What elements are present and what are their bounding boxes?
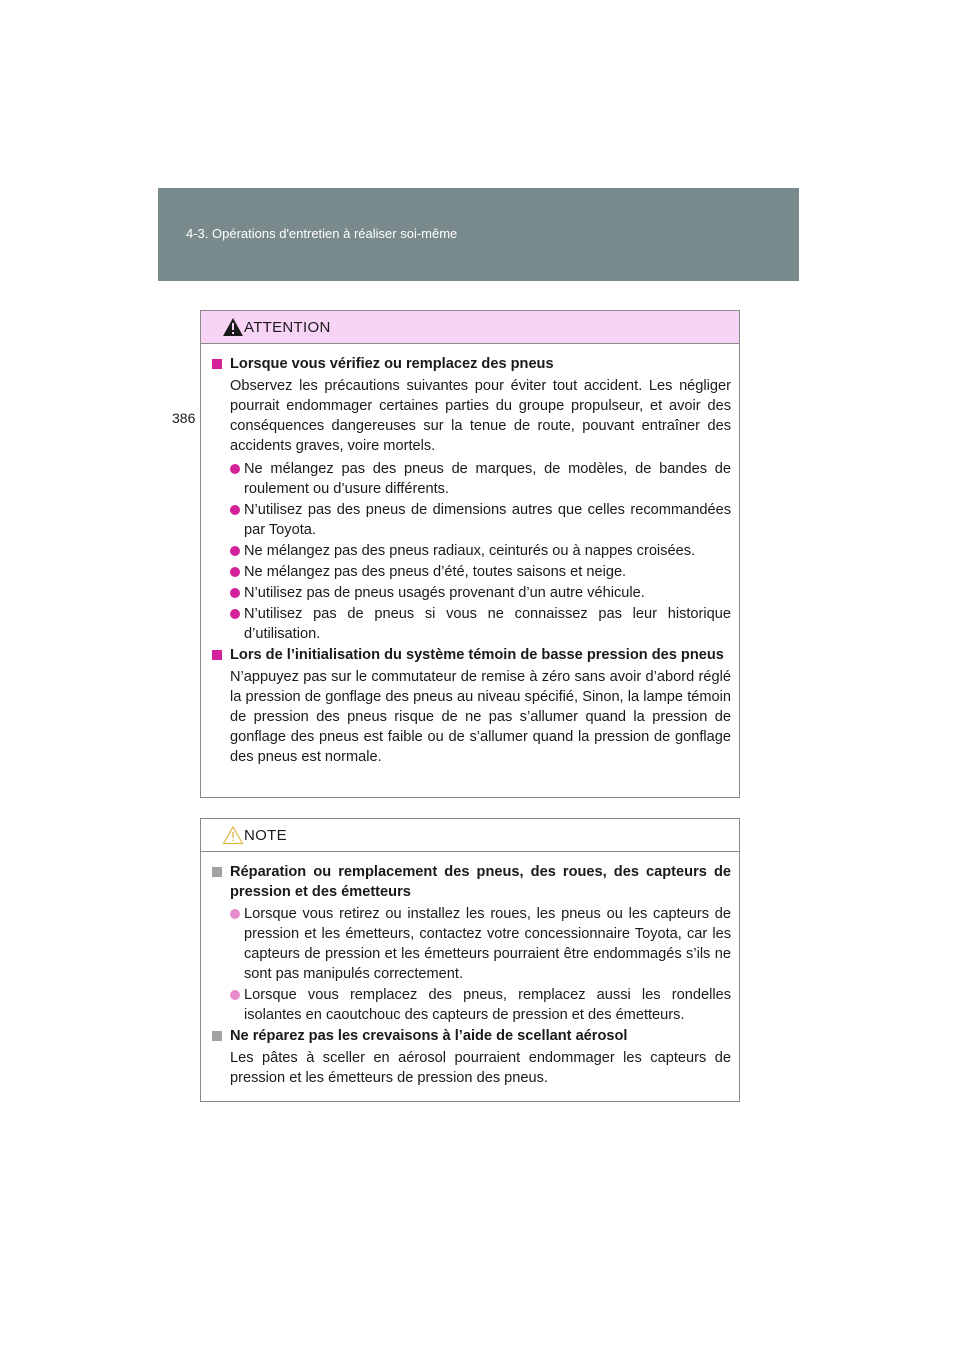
attention-paragraph: Observez les précautions suivantes pour éviter tout accident. Les négliger pourrait endommager certaines parties du groupe propulseur, et avoir des conséquences dangereuses sur la tenue de route, pouvant entraîner des accidents graves, voire mortels. [230,378,731,454]
list-item: N’utilisez pas de pneus si vous ne connaissez pas leur historique d’utilisation. [212,604,731,644]
square-bullet-icon [212,650,222,660]
note-title: NOTE [244,827,287,844]
note-header [201,819,739,852]
attention-paragraph: N’appuyez pas sur le commutateur de remise à zéro sans avoir d’abord réglé la pression de gonflage des pneus au niveau spécifié, Sinon, la lampe témoin de pression des pneus risque de ne pas s’allumer quand la pression de gonflage des pneus est faible ou de s’allumer quand la pression de gonflage des pneus est normale. [230,669,731,765]
attention-title: ATTENTION [244,319,331,336]
section-title: 4-3. Opérations d'entretien à réaliser soi-même [186,226,458,241]
attention-section-heading: Lorsque vous vérifiez ou remplacez des pneus [212,354,731,374]
list-item: Ne mélangez pas des pneus d’été, toutes saisons et neige. [212,562,731,582]
note-section-heading: Ne réparez pas les crevaisons à l’aide de scellant aérosol [212,1026,731,1046]
circle-bullet-icon [230,909,240,919]
square-bullet-icon [212,1031,222,1041]
list-item: Ne mélangez pas des pneus radiaux, ceinturés ou à nappes croisées. [212,541,731,561]
circle-bullet-icon [230,609,240,619]
circle-bullet-icon [230,567,240,577]
note-paragraph: Les pâtes à sceller en aérosol pourraient endommager les capteurs de pression et les émetteurs de pression des pneus. [230,1050,731,1086]
list-item: Lorsque vous remplacez des pneus, remplacez aussi les rondelles isolantes en caoutchouc des capteurs de pression et des émetteurs. [212,985,731,1025]
circle-bullet-icon [230,588,240,598]
square-bullet-icon [212,359,222,369]
caution-outline-icon [222,825,244,845]
attention-section-heading: Lors de l’initialisation du système témoin de basse pression des pneus [212,645,731,665]
list-item: N’utilisez pas des pneus de dimensions autres que celles recommandées par Toyota. [212,500,731,540]
circle-bullet-icon [230,546,240,556]
attention-header [201,311,739,344]
circle-bullet-icon [230,990,240,1000]
note-section-heading: Réparation ou remplacement des pneus, des roues, des capteurs de pression et des émetteurs [212,862,731,902]
note-box [200,818,740,1102]
circle-bullet-icon [230,505,240,515]
circle-bullet-icon [230,464,240,474]
attention-box [200,310,740,798]
page-number: 386 [172,410,196,426]
warning-icon [222,317,244,337]
list-item: Lorsque vous retirez ou installez les roues, les pneus ou les capteurs de pression et les émetteurs, contactez votre concessionnaire Toyota, car les capteurs de pression et les émetteurs pourraient être endommagés s’ils ne sont pas manipulés correctement. [212,904,731,984]
square-bullet-icon [212,867,222,877]
list-item: Ne mélangez pas des pneus de marques, de modèles, de bandes de roulement ou d’usure différents. [212,459,731,499]
list-item: N’utilisez pas de pneus usagés provenant d’un autre véhicule. [212,583,731,603]
section-header-bar [158,188,799,281]
